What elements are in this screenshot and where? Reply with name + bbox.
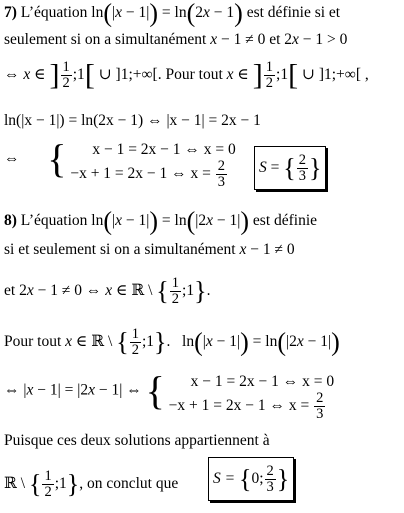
s7-system-row1: x − 1 = 2x − 1 ⇔ x = 0: [92, 141, 236, 158]
s7-system-row2: −x + 1 = 2x − 1 ⇔ x = $\frac{2}{3}$: [70, 158, 226, 190]
s8-system-row2: −x + 1 = 2x − 1 ⇔ x = $\frac{2}{3}$: [168, 390, 324, 422]
s8-pour-tout-line: Pour tout x ∈ ℝ \ { $\frac{1}{2}$ ;1}. ln(|x − 1|) = ln(|2x − 1|): [4, 326, 340, 358]
s8-domain-line: et 2x − 1 ≠ 0 ⇔ x ∈ ℝ \ { $\frac{1}{2}$ ;1}.: [4, 275, 211, 307]
s8-number: 8): [4, 212, 17, 229]
s8-puisque-line: Puisque ces deux solutions appartiennent à: [4, 432, 270, 449]
s7-solution-box: S = { $\frac{2}{3}$ }: [254, 146, 326, 190]
s8-system-row1: x − 1 = 2x − 1 ⇔ x = 0: [190, 373, 335, 390]
s7-equation: ln(|x − 1|) = ln(2x − 1): [91, 0, 243, 28]
s7-half-fraction: $\frac{1}{2}$: [62, 59, 70, 91]
s8-line1: 8) L’équation ln(|x − 1|) = ln(|2x − 1|) est définie: [4, 206, 318, 236]
s8-solution-box: S = {0; $\frac{2}{3}$ }: [208, 457, 294, 501]
s7-brace: {: [47, 136, 67, 181]
s7-line2: seulement si on a simultanément x − 1 ≠ 0 et 2x − 1 > 0: [4, 31, 348, 48]
s8-equation: ln(|x − 1|) = ln(|2x − 1|): [91, 206, 250, 236]
s8-system: ⇔ |x − 1| = |2x − 1| ⇔ { x − 1 = 2x − 1 ⇔ x = 0 −x + 1 = 2x − 1 ⇔ x = $\frac{2}{3}$: [4, 368, 335, 422]
s7-domain-line: ⇔ x ∈ ] $\frac{1}{2}$ ;1[ ∪ ]1;+∞[. Pour tout x ∈ ] $\frac{1}{2}$ ;1[ ∪ ]1;+∞[ ,: [4, 58, 369, 92]
s7-system: ⇔ { x − 1 = 2x − 1 ⇔ x = 0 −x + 1 = 2x − 1 ⇔ x = $\frac{2}{3}$: [4, 136, 236, 190]
s8-conclusion-line: ℝ \ { $\frac{1}{2}$ ;1}, on conclut que: [4, 468, 179, 500]
s8-brace: {: [145, 368, 165, 413]
s7-line1: 7) L’équation ln(|x − 1|) = ln(2x − 1) est définie si et: [4, 0, 341, 28]
s8-line2: si et seulement si on a simultanément x − 1 ≠ 0: [4, 241, 295, 258]
s7-equivalence: ln(|x − 1|) = ln(2x − 1) ⇔ |x − 1| = 2x − 1: [4, 112, 261, 129]
s7-number: 7): [4, 4, 17, 21]
